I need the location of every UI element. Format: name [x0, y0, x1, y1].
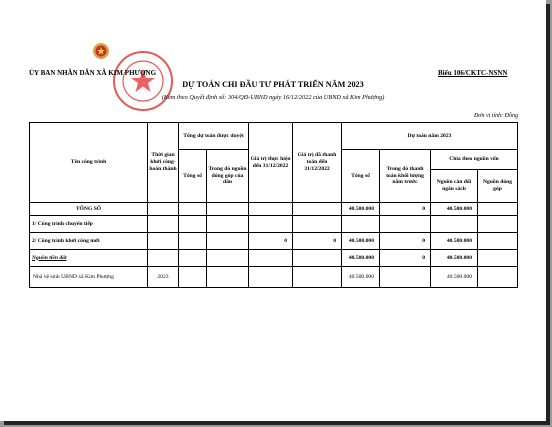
row-done — [249, 250, 293, 267]
row-src-contrib — [478, 203, 518, 216]
row-total: 40.500.000 — [342, 250, 380, 267]
row-done — [249, 216, 293, 233]
row-approved-contrib — [207, 216, 249, 233]
row-src-budget: 40.500.000 — [431, 250, 478, 267]
row-paid: 0 — [293, 233, 342, 250]
col-header-approved: Tổng dự toán được duyệt — [179, 123, 249, 150]
row-done — [249, 203, 293, 216]
table-row — [30, 267, 518, 288]
row-paid — [293, 250, 342, 267]
row-total: 40.500.000 — [342, 233, 380, 250]
unit-label: Đơn vị tính: Đồng — [473, 113, 518, 119]
row-total — [342, 216, 380, 233]
col-header-budget: Dự toán năm 2023 — [342, 123, 518, 150]
row-src-contrib — [478, 267, 518, 288]
row-debt — [380, 216, 431, 233]
table-row — [30, 233, 518, 250]
row-done: 0 — [249, 233, 293, 250]
row-approved-total — [179, 250, 207, 267]
col-header-done-value: Giá trị thực hiện đến 31/12/2022 — [249, 123, 293, 203]
budget-table — [29, 122, 518, 288]
col-header-debt: Trong đó thanh toán khối lượng năm trước — [380, 150, 431, 203]
col-header-budget-total: Tổng số — [342, 150, 380, 203]
row-approved-contrib — [207, 267, 249, 288]
row-src-budget — [431, 216, 478, 233]
row-approved-contrib — [207, 203, 249, 216]
row-debt: 0 — [380, 233, 431, 250]
row-name: 2/ Công trình khởi công mới — [30, 233, 148, 250]
table-row — [30, 250, 518, 267]
document-subtitle: (Kèm theo Quyết định số: 304/QĐ-UBND ngày 16/12/2022 của UBND xã Kim Phượng) — [161, 94, 385, 101]
form-code: Biểu 106/CKTC-NSNN — [438, 69, 508, 77]
row-src-contrib — [478, 250, 518, 267]
row-name: Nhà vệ sinh UBND xã Kim Phượng — [30, 267, 148, 288]
row-src-contrib — [478, 216, 518, 233]
col-header-time: Thời gian khởi công-hoàn thành — [148, 123, 179, 203]
row-src-budget: 40.500.000 — [431, 233, 478, 250]
row-paid — [293, 203, 342, 216]
row-src-budget: 40.500.000 — [431, 267, 478, 288]
row-debt: 0 — [380, 250, 431, 267]
row-total: 40.500.000 — [342, 267, 380, 288]
row-time — [148, 203, 179, 216]
col-header-src-contrib: Nguồn đóng góp — [478, 170, 518, 203]
row-total: 40.500.000 — [342, 203, 380, 216]
row-debt — [380, 267, 431, 288]
row-time — [148, 233, 179, 250]
row-done — [249, 267, 293, 288]
table-row — [30, 216, 518, 233]
row-paid — [293, 216, 342, 233]
row-time: 2023 — [148, 267, 179, 288]
row-debt: 0 — [380, 203, 431, 216]
row-time — [148, 250, 179, 267]
row-approved-total — [179, 203, 207, 216]
row-approved-total — [179, 267, 207, 288]
col-header-by-source: Chia theo nguồn vốn — [431, 150, 518, 170]
document-title: DỰ TOÁN CHI ĐẦU TƯ PHÁT TRIỂN NĂM 2023 — [182, 80, 364, 89]
row-approved-total — [179, 216, 207, 233]
organization-name: ỦY BAN NHÂN DÂN XÃ KIM PHƯỢNG — [29, 69, 157, 77]
col-header-paid-value: Giá trị đã thanh toán đến 31/12/2022 — [293, 123, 342, 203]
col-header-approved-contrib: Trong đó nguồn đóng góp của dân — [207, 150, 249, 203]
col-header-approved-total: Tổng số — [179, 150, 207, 203]
col-header-src-budget: Nguồn cân đối ngân sách — [431, 170, 478, 203]
row-approved-contrib — [207, 250, 249, 267]
col-header-name: Tên công trình — [30, 123, 148, 203]
national-emblem-icon — [92, 42, 110, 60]
row-src-contrib — [478, 233, 518, 250]
row-approved-contrib — [207, 233, 249, 250]
row-approved-total — [179, 233, 207, 250]
row-paid — [293, 267, 342, 288]
row-time — [148, 216, 179, 233]
row-name: Nguồn tiền đất — [30, 250, 148, 267]
row-name: TỔNG SỐ — [30, 203, 148, 216]
row-name: 1/ Công trình chuyển tiếp — [30, 216, 148, 233]
table-row — [30, 203, 518, 216]
row-src-budget: 40.500.000 — [431, 203, 478, 216]
